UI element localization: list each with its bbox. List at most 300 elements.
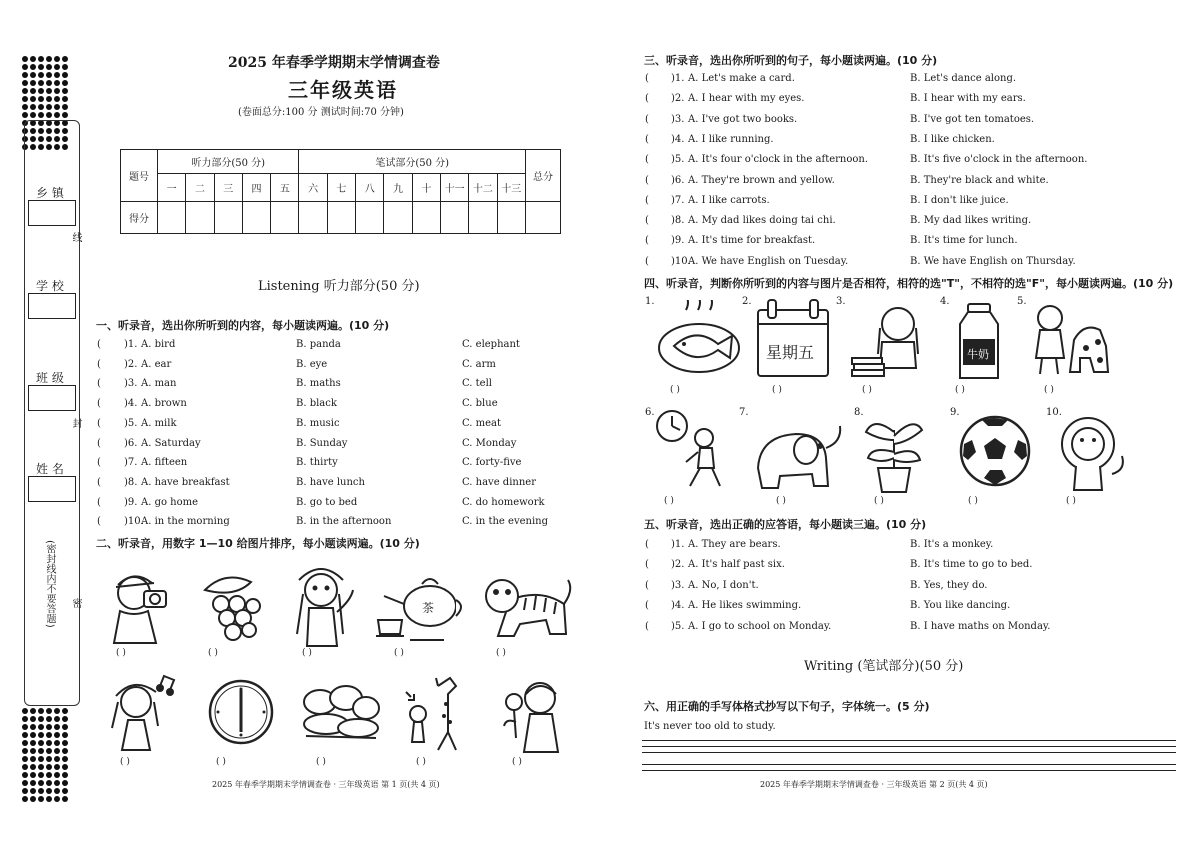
binding-dot: [38, 756, 44, 762]
writing-line: [642, 746, 1176, 747]
column-header: 一: [158, 174, 186, 202]
label-school: 学 校: [36, 279, 64, 293]
elephant-icon: [750, 418, 848, 492]
binding-dot: [54, 716, 60, 722]
binding-dot: [62, 780, 68, 786]
answer-paren[interactable]: (: [645, 559, 649, 571]
total-header: 总分: [526, 150, 561, 202]
binding-dot: [30, 732, 36, 738]
written-header: 笔试部分(50 分): [299, 150, 526, 174]
question-number: )7.: [671, 194, 685, 206]
option-a: A. I like carrots.: [688, 194, 770, 206]
binding-dot: [22, 72, 28, 78]
binding-dot: [46, 72, 52, 78]
answer-paren[interactable]: (: [645, 154, 649, 166]
binding-dot: [54, 772, 60, 778]
question-number: )8.: [124, 476, 138, 488]
option-a: A. in the morning: [141, 516, 230, 528]
question-number: )5.: [671, 620, 685, 632]
binding-dot: [54, 724, 60, 730]
row-label: 题号: [121, 150, 158, 202]
binding-dot: [22, 80, 28, 86]
answer-blank[interactable]: ( ): [302, 648, 312, 658]
binding-dot: [30, 796, 36, 802]
binding-dot: [22, 788, 28, 794]
answer-paren[interactable]: (: [645, 73, 649, 84]
clock-icon: [206, 676, 276, 748]
binding-dot: [54, 112, 60, 118]
score-label: 得分: [121, 202, 158, 234]
binding-dot: [30, 780, 36, 786]
writing-heading: Writing (笔试部分)(50 分): [804, 659, 964, 674]
option-c: C. tell: [462, 378, 492, 390]
binding-dot: [46, 780, 52, 786]
binding-dot: [38, 716, 44, 722]
question-number: )5.: [671, 154, 685, 166]
option-a: A. go home: [141, 496, 199, 508]
answer-paren[interactable]: (: [645, 113, 649, 125]
option-a: A. It's time for breakfast.: [688, 235, 816, 247]
binding-dot: [22, 780, 28, 786]
binding-dot: [62, 56, 68, 62]
score-cell[interactable]: [384, 202, 412, 234]
option-b: B. It's a monkey.: [910, 539, 994, 550]
binding-dot: [62, 716, 68, 722]
option-b: B. It's five o'clock in the afternoon.: [910, 154, 1088, 166]
question-number: )4.: [671, 600, 685, 612]
option-b: B. music: [296, 417, 340, 429]
option-a: A. milk: [141, 417, 177, 429]
camera-boy-icon: [98, 565, 178, 645]
answer-blank[interactable]: ( ): [120, 757, 130, 767]
binding-dot: [30, 112, 36, 118]
binding-dot: [38, 56, 44, 62]
total-score-cell[interactable]: [526, 202, 561, 234]
score-cell[interactable]: [271, 202, 299, 234]
question-number: )1.: [671, 539, 685, 550]
binding-dot: [62, 80, 68, 86]
lion-icon: [1056, 414, 1130, 494]
option-b: B. eye: [296, 358, 328, 370]
binding-dot: [46, 64, 52, 70]
answer-paren[interactable]: (: [645, 579, 649, 591]
column-header: 十一: [440, 174, 468, 202]
question-number: 4.: [940, 296, 950, 307]
binding-dot: [62, 708, 68, 714]
option-b: B. Let's dance along.: [910, 73, 1017, 84]
question-number: )6.: [671, 174, 685, 186]
question-number: 10.: [1046, 407, 1062, 418]
answer-paren[interactable]: (: [645, 194, 649, 206]
binding-dot: [38, 96, 44, 102]
exam-info: (卷面总分:100 分 测试时间:70 分钟): [238, 107, 404, 118]
answer-blank[interactable]: ( ): [116, 648, 126, 658]
binding-dot: [54, 780, 60, 786]
binding-dot: [30, 748, 36, 754]
answer-blank[interactable]: ( ): [208, 648, 218, 658]
answer-blank[interactable]: ( ): [862, 385, 872, 395]
question-number: )1.: [671, 73, 685, 84]
binding-dot: [46, 724, 52, 730]
score-cell[interactable]: [214, 202, 242, 234]
binding-dot: [62, 96, 68, 102]
township-field[interactable]: [28, 200, 76, 226]
binding-dot: [46, 732, 52, 738]
binding-dot: [54, 732, 60, 738]
question-number: )2.: [671, 93, 685, 105]
question-number: )9.: [671, 235, 685, 247]
option-b: B. in the afternoon: [296, 516, 392, 528]
option-a: A. I go to school on Monday.: [688, 620, 832, 632]
column-header: 十: [412, 174, 440, 202]
option-b: B. black: [296, 398, 337, 410]
answer-blank[interactable]: ( ): [496, 648, 506, 658]
binding-dot: [46, 796, 52, 802]
binding-dot: [46, 748, 52, 754]
binding-dot: [38, 796, 44, 802]
binding-dot: [30, 88, 36, 94]
writing-line: [642, 770, 1176, 771]
option-a: A. I like running.: [688, 133, 774, 145]
question-number: )3.: [671, 579, 685, 591]
binding-dot: [46, 716, 52, 722]
binding-dot: [46, 708, 52, 714]
option-b: B. thirty: [296, 457, 338, 469]
question-number: )3.: [124, 378, 138, 390]
part2-instruction: 二、听录音，用数字 1—10 给图片排序，每小题读两遍。(10 分): [96, 537, 420, 550]
part6-instruction: 六、用正确的手写体格式抄写以下句子，字体统一。(5 分): [644, 700, 930, 713]
score-cell[interactable]: [327, 202, 355, 234]
giraffe-boy-icon: [404, 670, 468, 752]
binding-dot: [38, 740, 44, 746]
score-cell[interactable]: [469, 202, 497, 234]
question-number: 3.: [836, 296, 846, 307]
option-a: A. We have English on Tuesday.: [688, 255, 849, 267]
label-township: 乡 镇: [36, 186, 64, 200]
score-cell[interactable]: [158, 202, 186, 234]
listening-header: 听力部分(50 分): [158, 150, 299, 174]
score-cell[interactable]: [412, 202, 440, 234]
binding-dot: [62, 88, 68, 94]
option-a: A. Saturday: [141, 437, 201, 449]
answer-blank[interactable]: ( ): [955, 385, 965, 395]
binding-dot: [62, 796, 68, 802]
score-cell[interactable]: [186, 202, 214, 234]
option-b: B. Sunday: [296, 437, 348, 449]
answer-paren[interactable]: (: [97, 496, 101, 508]
answer-blank[interactable]: ( ): [394, 648, 404, 658]
binding-dot: [54, 96, 60, 102]
binding-dot: [38, 780, 44, 786]
answer-blank[interactable]: ( ): [216, 757, 226, 767]
binding-dot: [38, 764, 44, 770]
option-a: A. They are bears.: [688, 539, 781, 550]
class-field[interactable]: [28, 385, 76, 411]
binding-dot: [46, 88, 52, 94]
binding-dot: [46, 756, 52, 762]
binding-dot: [22, 732, 28, 738]
question-number: 6.: [645, 407, 655, 418]
binding-dot: [30, 708, 36, 714]
binding-dot: [38, 80, 44, 86]
answer-paren[interactable]: (: [97, 398, 101, 410]
writing-line: [642, 752, 1176, 753]
option-c: C. have dinner: [462, 476, 536, 488]
option-b: B. It's time for lunch.: [910, 235, 1018, 247]
binding-dot: [46, 104, 52, 110]
binding-dot: [38, 788, 44, 794]
binding-dot: [54, 72, 60, 78]
option-b: B. I like chicken.: [910, 133, 995, 145]
binding-dot: [46, 764, 52, 770]
binding-dot: [54, 788, 60, 794]
score-cell[interactable]: [497, 202, 525, 234]
binding-dot: [62, 788, 68, 794]
label-class: 班 级: [36, 371, 64, 385]
binding-dot: [30, 716, 36, 722]
option-a: A. man: [141, 378, 177, 390]
answer-paren[interactable]: (: [645, 174, 649, 186]
column-header: 二: [186, 174, 214, 202]
answer-paren[interactable]: (: [645, 133, 649, 145]
writing-line[interactable]: [642, 740, 1176, 741]
binding-dot: [22, 740, 28, 746]
answer-paren[interactable]: (: [645, 93, 649, 105]
footer-left: 2025 年春季学期期末学情调查卷 · 三年级英语 第 1 页(共 4 页): [212, 780, 440, 789]
column-header: 八: [356, 174, 384, 202]
answer-blank[interactable]: ( ): [772, 385, 782, 395]
binding-dot: [62, 756, 68, 762]
question-number: )8.: [671, 215, 685, 227]
option-a: A. fifteen: [141, 457, 188, 469]
question-number: )4.: [671, 133, 685, 145]
binding-dot: [38, 732, 44, 738]
answer-blank[interactable]: ( ): [664, 496, 674, 506]
question-number: )6.: [124, 437, 138, 449]
option-a: A. My dad likes doing tai chi.: [688, 215, 836, 227]
binding-dot: [22, 104, 28, 110]
option-b: B. It's time to go to bed.: [910, 559, 1033, 571]
binding-dot: [54, 756, 60, 762]
teapot-icon: [374, 560, 466, 646]
binding-dot: [46, 740, 52, 746]
binding-dot: [38, 104, 44, 110]
seal-note: (密封线内不要答题): [44, 540, 55, 628]
option-b: B. maths: [296, 378, 341, 390]
answer-paren[interactable]: (: [645, 255, 649, 267]
name-field[interactable]: [28, 476, 76, 502]
binding-dot: [46, 112, 52, 118]
exam-title: 2025 年春季学期期末学情调查卷: [228, 55, 440, 71]
binding-dot: [54, 708, 60, 714]
option-a: A. bird: [141, 339, 176, 350]
option-b: B. I hear with my ears.: [910, 93, 1026, 105]
fish-plate-icon: [656, 300, 742, 376]
binding-dot: [30, 740, 36, 746]
answer-blank[interactable]: ( ): [1044, 385, 1054, 395]
answer-blank[interactable]: ( ): [316, 757, 326, 767]
answer-paren[interactable]: (: [645, 539, 649, 550]
binding-dot: [22, 796, 28, 802]
question-number: )5.: [124, 417, 138, 429]
option-b: B. They're black and white.: [910, 174, 1049, 186]
option-b: B. panda: [296, 339, 341, 350]
option-a: A. It's four o'clock in the afternoon.: [688, 154, 869, 166]
binding-dot: [30, 80, 36, 86]
question-number: )10.: [124, 516, 144, 528]
option-c: C. Monday: [462, 437, 517, 449]
binding-dot: [30, 64, 36, 70]
score-cell[interactable]: [356, 202, 384, 234]
binding-dot: [62, 740, 68, 746]
option-a: A. Let's make a card.: [688, 73, 795, 84]
line-mark-2: 封: [70, 418, 81, 428]
school-field[interactable]: [28, 293, 76, 319]
option-b: B. We have English on Thursday.: [910, 255, 1076, 267]
binding-dot: [54, 748, 60, 754]
girl-flower-icon: [500, 674, 566, 754]
question-number: )4.: [124, 398, 138, 410]
answer-paren[interactable]: (: [97, 417, 101, 429]
binding-dot: [30, 772, 36, 778]
binding-dot: [54, 104, 60, 110]
binding-dot: [38, 708, 44, 714]
answer-paren[interactable]: (: [97, 339, 101, 350]
question-number: )9.: [124, 496, 138, 508]
answer-paren[interactable]: (: [97, 437, 101, 449]
option-c: C. elephant: [462, 339, 520, 350]
score-table: [120, 149, 561, 234]
binding-dot: [38, 112, 44, 118]
binding-dot: [62, 732, 68, 738]
part4-instruction: 四、听录音，判断你所听到的内容与图片是否相符，相符的选"T"，不相符的选"F"，每小题读两遍。(10 分): [644, 277, 1174, 290]
binding-dot: [54, 740, 60, 746]
binding-dot: [46, 56, 52, 62]
binding-dot: [22, 772, 28, 778]
column-header: 三: [214, 174, 242, 202]
option-c: C. blue: [462, 398, 498, 410]
question-number: 2.: [742, 296, 752, 307]
option-c: C. do homework: [462, 496, 545, 508]
binding-dot: [54, 80, 60, 86]
binding-dot: [22, 756, 28, 762]
binding-dot: [30, 764, 36, 770]
question-number: )2.: [124, 358, 138, 370]
binding-dot: [62, 764, 68, 770]
girl-reading-icon: [850, 298, 934, 378]
answer-paren[interactable]: (: [97, 516, 101, 528]
answer-blank[interactable]: ( ): [512, 757, 522, 767]
option-a: A. ear: [141, 358, 172, 370]
binding-dot: [22, 764, 28, 770]
answer-blank[interactable]: ( ): [874, 496, 884, 506]
binding-dot: [22, 716, 28, 722]
binding-dot: [22, 96, 28, 102]
answer-paren[interactable]: (: [645, 620, 649, 632]
question-number: 1.: [645, 296, 655, 307]
binding-dot: [54, 56, 60, 62]
binding-dot: [38, 772, 44, 778]
option-a: A. No, I don't.: [688, 579, 759, 591]
binding-dot: [38, 88, 44, 94]
answer-paren[interactable]: (: [97, 358, 101, 370]
answer-blank[interactable]: ( ): [968, 496, 978, 506]
score-cell[interactable]: [440, 202, 468, 234]
answer-paren[interactable]: (: [97, 476, 101, 488]
option-c: C. meat: [462, 417, 502, 429]
question-number: 9.: [950, 407, 960, 418]
binding-dot: [62, 112, 68, 118]
option-b: B. I don't like juice.: [910, 194, 1009, 206]
answer-blank[interactable]: ( ): [670, 385, 680, 395]
milk-label: 牛奶: [967, 348, 989, 361]
question-number: 7.: [739, 407, 749, 418]
footer-right: 2025 年春季学期期末学情调查卷 · 三年级英语 第 2 页(共 4 页): [760, 780, 988, 789]
answer-paren[interactable]: (: [645, 215, 649, 227]
option-b: B. I have maths on Monday.: [910, 620, 1051, 632]
binding-dot: [22, 748, 28, 754]
tea-label: 茶: [422, 601, 435, 615]
binding-dot: [62, 772, 68, 778]
binding-dots-bottom: [22, 708, 68, 802]
binding-dot: [46, 80, 52, 86]
binding-dot: [54, 796, 60, 802]
binding-dot: [54, 88, 60, 94]
question-number: )7.: [124, 457, 138, 469]
football-icon: [958, 414, 1032, 488]
question-number: 5.: [1017, 296, 1027, 307]
answer-blank[interactable]: ( ): [1066, 496, 1076, 506]
line-mark-3: 密: [70, 598, 81, 608]
binding-dot: [54, 764, 60, 770]
answer-paren[interactable]: (: [645, 235, 649, 247]
tiger-icon: [480, 570, 574, 644]
girl-waving-icon: [287, 560, 359, 648]
binding-dot: [22, 56, 28, 62]
option-a: A. have breakfast: [141, 476, 230, 488]
column-header: 十二: [469, 174, 497, 202]
answer-paren[interactable]: (: [645, 600, 649, 612]
column-header: 九: [384, 174, 412, 202]
score-cell[interactable]: [299, 202, 327, 234]
option-a: A. He likes swimming.: [688, 600, 802, 612]
plant-icon: [862, 412, 926, 494]
binding-dot: [22, 708, 28, 714]
option-b: B. go to bed: [296, 496, 358, 508]
answer-paren[interactable]: (: [97, 457, 101, 469]
option-c: C. in the evening: [462, 516, 548, 528]
option-c: C. arm: [462, 358, 496, 370]
option-b: B. have lunch: [296, 476, 365, 488]
calendar-text: 星期五: [766, 343, 815, 362]
answer-blank[interactable]: ( ): [776, 496, 786, 506]
column-header: 四: [242, 174, 270, 202]
binding-dot: [30, 724, 36, 730]
option-a: A. It's half past six.: [688, 559, 785, 571]
binding-dot: [30, 756, 36, 762]
answer-paren[interactable]: (: [97, 378, 101, 390]
binding-dot: [46, 96, 52, 102]
answer-blank[interactable]: ( ): [416, 757, 426, 767]
part5-instruction: 五、听录音，选出正确的应答语，每小题读三遍。(10 分): [644, 518, 927, 531]
option-b: B. Yes, they do.: [910, 579, 988, 591]
copy-sentence: It's never too old to study.: [644, 721, 776, 732]
score-cell[interactable]: [242, 202, 270, 234]
question-number: )10.: [671, 255, 691, 267]
binding-dot: [22, 724, 28, 730]
binding-dot: [38, 72, 44, 78]
part3-instruction: 三、听录音，选出你所听到的句子，每小题读两遍。(10 分): [644, 54, 938, 67]
